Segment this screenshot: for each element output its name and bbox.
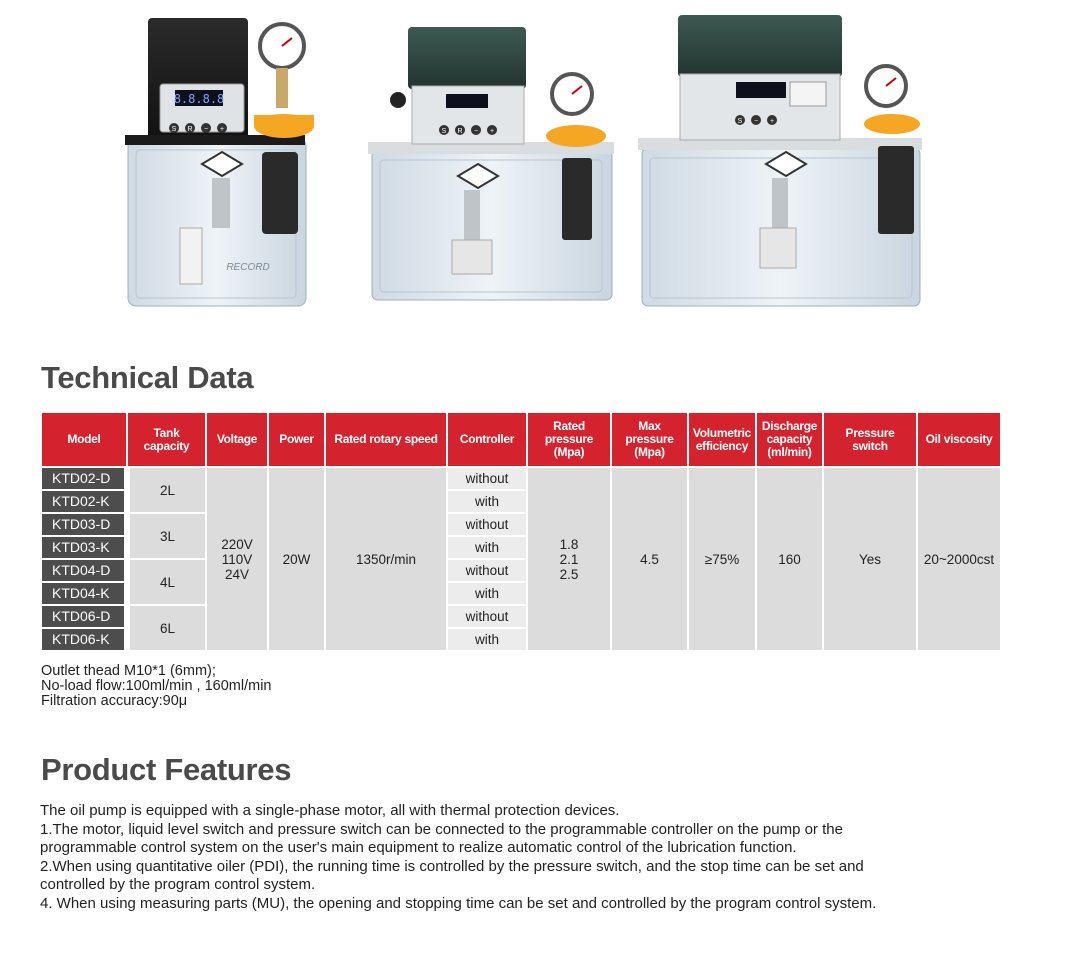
- header-rated-rotary-speed: Rated rotary speed: [325, 412, 447, 467]
- table-row: [41, 467, 1001, 490]
- pump-2-btn-s: S: [441, 128, 447, 135]
- product-features-title: Product Features: [41, 752, 292, 787]
- header-model: Model: [41, 412, 127, 467]
- pump-1-display: 8.8.8.8: [173, 92, 225, 106]
- model-cell: KTD04-D: [41, 559, 127, 582]
- header-pressure-switch: Pressure switch: [823, 412, 917, 467]
- model-cell: KTD03-D: [41, 513, 127, 536]
- pump-3-btn-s: S: [737, 118, 743, 125]
- feature-line: 4. When using measuring parts (MU), the opening and stopping time can be set and controlled by the program control system.: [40, 894, 877, 912]
- header-rated-pressure: Rated pressure (Mpa): [527, 412, 611, 467]
- pump-3-btn-minus: −: [753, 118, 759, 125]
- feature-line: 2.When using quantitative oiler (PDI), the running time is controlled by the pressure switch, and the stop time can be set and: [40, 857, 864, 875]
- technical-notes: [41, 664, 271, 709]
- controller-cell: with: [447, 536, 527, 559]
- header-tank-capacity: Tank capacity: [127, 412, 206, 467]
- header-max-pressure: Max pressure (Mpa): [611, 412, 688, 467]
- pump-1-brand: RECORD: [226, 262, 270, 273]
- technical-data-title: Technical Data: [41, 360, 254, 395]
- controller-cell: without: [447, 605, 527, 628]
- header-power: Power: [268, 412, 325, 467]
- volumetric-efficiency-cell: ≥75%: [688, 467, 756, 651]
- speed-cell: 1350r/min: [325, 467, 447, 651]
- pump-3-btn-plus: +: [769, 118, 775, 125]
- product-images: [0, 0, 1080, 320]
- controller-cell: without: [447, 467, 527, 490]
- pump-1-btn-s: S: [171, 126, 177, 133]
- voltage-cell: 220V 110V 24V: [206, 467, 268, 651]
- pump-1-btn-minus: −: [203, 126, 209, 133]
- feature-line: The oil pump is equipped with a single-phase motor, all with thermal protection devices.: [40, 802, 620, 819]
- product-features-text: [40, 802, 876, 913]
- pump-image-2l: [125, 18, 314, 306]
- max-pressure-cell: 4.5: [611, 467, 688, 651]
- model-cell: KTD04-K: [41, 582, 127, 605]
- controller-cell: without: [447, 513, 527, 536]
- discharge-capacity-cell: 160: [756, 467, 823, 651]
- table-header-row: [41, 412, 1001, 467]
- controller-cell: with: [447, 490, 527, 513]
- power-cell: 20W: [268, 467, 325, 651]
- pump-image-3l: [368, 27, 614, 300]
- pump-2-btn-minus: −: [473, 128, 479, 135]
- pump-1-btn-plus: +: [219, 126, 225, 133]
- header-controller: Controller: [447, 412, 527, 467]
- feature-line: programmable control system on the user's main equipment to realize automatic control of the lubrication function.: [40, 839, 797, 856]
- feature-line: controlled by the program control system.: [40, 876, 316, 893]
- controller-cell: with: [447, 628, 527, 651]
- feature-line: 1.The motor, liquid level switch and pressure switch can be connected to the programmable controller on the pump or the: [40, 820, 843, 838]
- header-volumetric-efficiency: Volumetric efficiency: [688, 412, 756, 467]
- pressure-switch-cell: Yes: [823, 467, 917, 651]
- model-cell: KTD06-K: [41, 628, 127, 651]
- model-cell: KTD03-K: [41, 536, 127, 559]
- oil-viscosity-cell: 20~2000cst: [917, 467, 1001, 651]
- note-line: Outlet thead M10*1 (6mm);: [41, 663, 216, 679]
- note-line: Filtration accuracy:90μ: [41, 693, 188, 709]
- header-discharge-capacity: Discharge capacity (ml/min): [756, 412, 823, 467]
- tank-capacity-cell: 3L: [127, 513, 206, 559]
- pump-image-6l: [638, 15, 922, 306]
- pump-1-btn-r: R: [187, 126, 193, 133]
- pump-2-btn-r: R: [457, 128, 463, 135]
- model-cell: KTD02-K: [41, 490, 127, 513]
- header-voltage: Voltage: [206, 412, 268, 467]
- tank-capacity-cell: 2L: [127, 467, 206, 513]
- technical-data-table: [40, 411, 1002, 652]
- note-line: No-load flow:100ml/min , 160ml/min: [41, 678, 272, 694]
- model-cell: KTD06-D: [41, 605, 127, 628]
- controller-cell: without: [447, 559, 527, 582]
- rated-pressure-cell: 1.8 2.1 2.5: [527, 467, 611, 651]
- controller-cell: with: [447, 582, 527, 605]
- header-oil-viscosity: Oil viscosity: [917, 412, 1001, 467]
- tank-capacity-cell: 4L: [127, 559, 206, 605]
- pump-2-btn-plus: +: [489, 128, 495, 135]
- model-cell: KTD02-D: [41, 467, 127, 490]
- tank-capacity-cell: 6L: [127, 605, 206, 651]
